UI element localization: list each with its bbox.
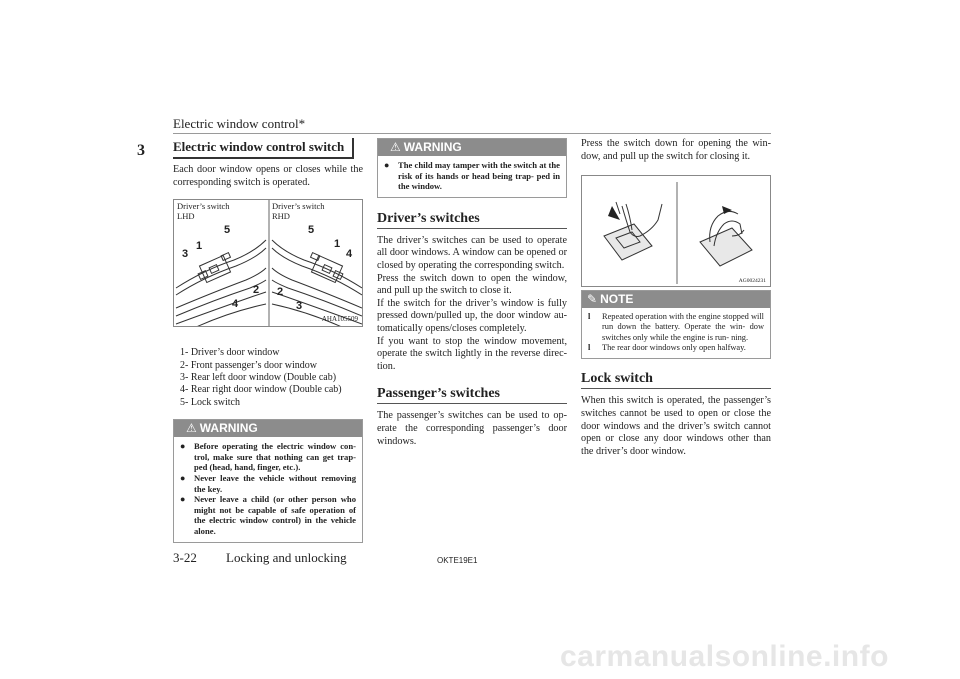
- bullet-l-icon: ●: [180, 494, 186, 505]
- warning-triangle-icon: ⚠: [186, 421, 197, 436]
- bullet-l-icon: ●: [384, 160, 390, 170]
- header-divider: [173, 133, 771, 134]
- bullet-l-icon: l: [588, 343, 591, 353]
- callout-lhd-4: 4: [232, 298, 239, 311]
- passengers-switches-heading: Passenger’s switches: [377, 386, 567, 404]
- switch-operation-figure: [581, 175, 771, 287]
- legend-item: 4- Rear right door window (Double cab): [180, 384, 342, 396]
- warning-item: ● Before operating the electric window con- trol, make sure that nothing can get trap- ped (head, hand, finger, etc.).: [180, 441, 356, 473]
- callout-lhd-3: 3: [182, 248, 189, 261]
- drivers-switches-heading: Driver’s switches: [377, 211, 567, 229]
- figure-code: AG0024231: [738, 278, 766, 285]
- footer-section-title: Locking and unlocking: [226, 550, 347, 565]
- rhd-label: Driver’s switch RHD: [272, 201, 325, 222]
- callout-rhd-4: 4: [346, 248, 353, 261]
- callout-rhd-1: 1: [334, 238, 341, 251]
- drivers-paragraph: Press the switch down to open the window, and pull up the switch to close it.: [377, 272, 567, 297]
- legend-item: 1- Driver’s door window: [180, 347, 280, 359]
- callout-lhd-1: 1: [196, 240, 203, 253]
- callout-rhd-2: 2: [277, 286, 284, 299]
- warning-item: ● Never leave a child (or other person who might not be capable of safe operation of the electric window control) in the vehicle alone.: [180, 494, 356, 536]
- warning-item: ● Never leave the vehicle without removing the key.: [180, 473, 356, 494]
- operation-paragraph: Press the switch down for opening the win- dow, and pull up the switch for closing it.: [581, 138, 771, 162]
- lock-switch-heading: Lock switch: [581, 371, 771, 389]
- bullet-l-icon: l: [588, 312, 591, 322]
- switch-operation-illustration: [582, 176, 772, 288]
- warning-triangle-icon: ⚠: [390, 140, 401, 154]
- legend-item: 3- Rear left door window (Double cab): [180, 372, 337, 383]
- switch-legend: [180, 347, 363, 409]
- page-number: 3-22: [173, 550, 197, 565]
- callout-rhd-5: 5: [308, 224, 315, 237]
- lhd-label: Driver’s switch LHD: [177, 201, 230, 222]
- note-list: [582, 308, 770, 358]
- note-leaf-icon: ✎: [587, 292, 598, 307]
- note-item: l The rear door windows only open halfway.: [588, 343, 746, 353]
- switch-layout-figure: [173, 199, 363, 327]
- drivers-paragraph: If you want to stop the window movement, operate the switch lightly in the reverse direc- tion.: [377, 335, 567, 372]
- warning-item: ● The child may tamper with the switch at the risk of its hands or head being trap- ped in the window.: [384, 160, 560, 192]
- warning-header: ⚠ WARNING: [378, 139, 566, 156]
- running-header: Electric window control*: [173, 116, 306, 131]
- bullet-l-icon: ●: [180, 473, 186, 483]
- bullet-l-icon: ●: [180, 441, 186, 452]
- column-3: [581, 138, 771, 458]
- warning-list: [378, 156, 566, 197]
- warning-list: [174, 437, 362, 541]
- document-code: OKTE19E1: [437, 556, 478, 565]
- chapter-number: 3: [137, 142, 145, 159]
- note-item: l Repeated operation with the engine stopped will run down the battery. Operate the win- dow switches only while the engine is run- ning.: [588, 312, 764, 342]
- warning-box-operation: [173, 419, 363, 542]
- legend-item: 5- Lock switch: [180, 396, 240, 408]
- passengers-paragraph: The passenger’s switches can be used to op- erate the corresponding passenger’s door windows.: [377, 410, 567, 447]
- drivers-paragraph: If the switch for the driver’s window is fully pressed down/pulled up, the door window au- tomatically opens/closes completely.: [377, 297, 567, 334]
- warning-box-child: [377, 138, 567, 198]
- warning-header: ⚠ WARNING: [174, 420, 362, 437]
- intro-paragraph: Each door window opens or closes while the corresponding switch is operated.: [173, 164, 363, 188]
- callout-rhd-3: 3: [296, 300, 303, 313]
- callout-lhd-2: 2: [253, 284, 260, 297]
- figure-code: AHA105509: [321, 315, 358, 324]
- column-1: [173, 138, 363, 543]
- note-header: ✎ NOTE: [582, 291, 770, 308]
- callout-lhd-5: 5: [224, 224, 231, 237]
- legend-item: 2- Front passenger’s door window: [180, 359, 318, 371]
- section-heading-window-control: Electric window control switch: [173, 138, 354, 159]
- drivers-paragraph: The driver’s switches can be used to operate all door windows. A window can be opened or closed by operating the corresponding switch.: [377, 234, 567, 271]
- column-2: [377, 138, 567, 448]
- note-box: [581, 290, 771, 359]
- lock-switch-paragraph: When this switch is operated, the passenger’s switches cannot be used to open or close the door windows and the driver’s switch cannot open or close any door windows other than the driver’s door window.: [581, 395, 771, 457]
- watermark: carmanualsonline.info: [560, 640, 889, 673]
